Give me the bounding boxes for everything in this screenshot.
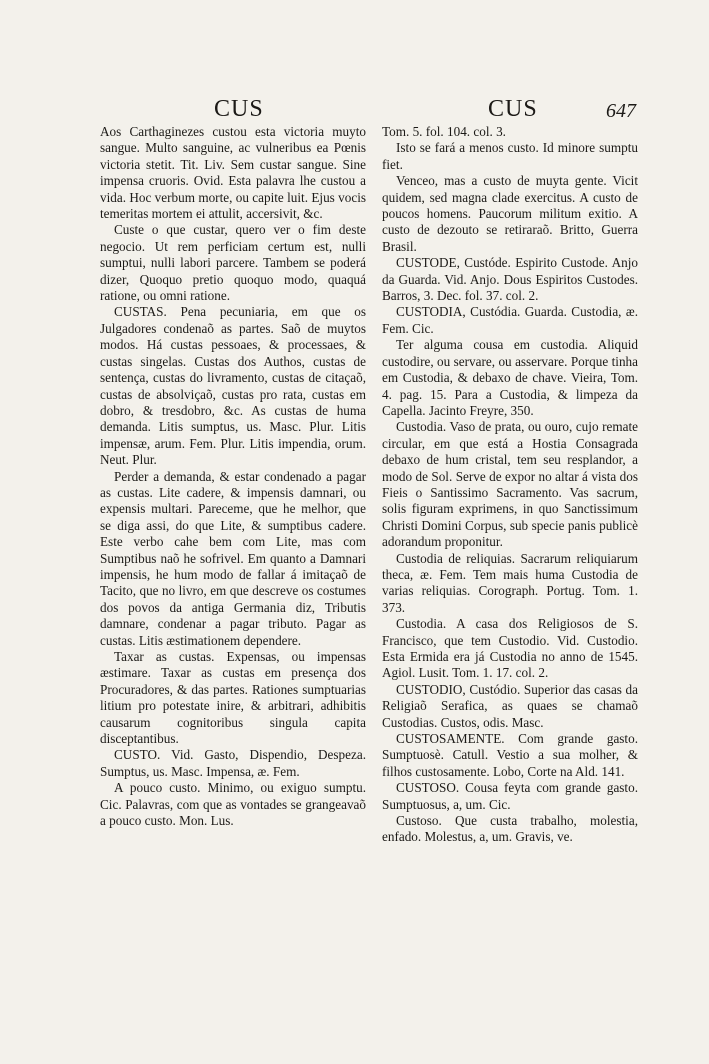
entry-paragraph: Custe o que custar, quero ver o fim deste negocio. Ut rem perficiam certum est, nulli sumptui, nulli labori parcere. Tambem se poderá dizer, Quoquo pretio quoquo modo, quaquá ratione, ou omni ratione. (100, 222, 366, 304)
entry-paragraph: CUSTOSAMENTE. Com grande gasto. Sumptuosè. Catull. Vestio a sua molher, & filhos custosamente. Lobo, Corte na Ald. 141. (382, 731, 638, 779)
entry-paragraph: Perder a demanda, & estar condenado a pagar as custas. Lite cadere, & impensis damnari, ou expensis multari. Pareceme, que he melhor, que se diga assi, do que Lite, & sumptibus cadere. Este verbo cahe bem com Lite, mas com Sumptibus naõ he sofrivel. Em quanto a Damnari impensis, he hum modo de fallar á imitaçaõ de Tacito, que no livro, em que descreve os costumes dos povos da antiga Germania diz, Tributis damnare, condenar a pagar tributo. Pagar as custas. Litis æstimationem dependere. (100, 468, 366, 648)
entry-paragraph: Custodia. Vaso de prata, ou ouro, cujo remate circular, em que está a Hostia Consagrada debaxo de hum cristal, tem seu resplandor, a modo de Sol. Serve de expor no altar á vista dos Fieis o Santissimo Sacramento. Vas sacrum, solis figuram exprimens, in quo Sanctissimum Christi Domini Corpus, sub specie panis publicè adorandum proponitur. (382, 419, 638, 550)
running-head-right: CUS (488, 96, 538, 122)
entry-paragraph: Taxar as custas. Expensas, ou impensas æstimare. Taxar as custas em presença dos Procuradores, & das partes. Rationes sumptuarias litium pro potestate inire, & arbitrari, adhibitis causarum cognitoribus singula capita disceptantibus. (100, 649, 366, 747)
entry-paragraph: Custodia de reliquias. Sacrarum reliquiarum theca, æ. Fem. Tem mais huma Custodia de varias reliquias. Corograph. Portug. Tom. 1. 373. (382, 550, 638, 615)
entry-paragraph: Isto se fará a menos custo. Id minore sumptu fiet. (382, 140, 638, 172)
entry-paragraph: CUSTODIO, Custódio. Superior das casas da Religiaõ Serafica, as quaes se chamaõ Custodias. Custos, odis. Masc. (382, 681, 638, 730)
entry-paragraph: CUSTODE, Custóde. Espirito Custode. Anjo da Guarda. Vid. Anjo. Dous Espiritos Custodes. Barros, 3. Dec. fol. 37. col. 2. (382, 255, 638, 304)
page-number: 647 (606, 100, 636, 122)
entry-paragraph: Tom. 5. fol. 104. col. 3. (382, 124, 506, 139)
entry-paragraph: Venceo, mas a custo de muyta gente. Vicit quidem, sed magna clade exercitus. A custo de poucos homens. Paucorum militum exitio. A custo de dezouto se retiraraõ. Britto, Guerra Brasil. (382, 173, 638, 254)
left-column (100, 124, 366, 829)
entry-paragraph: CUSTODIA, Custódia. Guarda. Custodia, æ. Fem. Cic. (382, 304, 638, 336)
entry-paragraph: CUSTO. Vid. Gasto, Dispendio, Despeza. Sumptus, us. Masc. Impensa, æ. Fem. (100, 747, 366, 779)
running-head-left: CUS (214, 96, 264, 122)
page-header (0, 96, 709, 126)
entry-paragraph: A pouco custo. Minimo, ou exiguo sumptu. Cic. Palavras, com que as vontades se grangeavaõ a pouco custo. Mon. Lus. (100, 780, 366, 829)
entry-paragraph: Ter alguma cousa em custodia. Aliquid custodire, ou servare, ou asservare. Porque tinha em Custodia, & debaxo de chave. Vieira, Tom. 4. pag. 15. Para a Custodia, & limpeza da Capella. Jacinto Freyre, 350. (382, 337, 638, 418)
entry-paragraph: CUSTAS. Pena pecuniaria, em que os Julgadores condenaõ as partes. Saõ de muytos modos. Há custas pessoaes, & processaes, & custas singelas. Custas dos Authos, custas de sentença, custas do livramento, custas de citaçaõ, custas de absolviçaõ, custas pro rata, custas em dobro, & tresdobro, &c. As custas de huma demanda. Litis sumptus, us. Masc. Plur. Litis impensæ, arum. Fem. Plur. Litis impendia, orum. Neut. Plur. (100, 304, 366, 468)
entry-paragraph: Custodia. A casa dos Religiosos de S. Francisco, que tem Custodio. Vid. Custodio. Esta Ermida era já Custodia no anno de 1545. Agiol. Lusit. Tom. 1. 17. col. 2. (382, 616, 638, 681)
entry-paragraph: CUSTOSO. Cousa feyta com grande gasto. Sumptuosus, a, um. Cic. (382, 780, 638, 812)
entry-paragraph: Custoso. Que custa trabalho, molestia, enfado. Molestus, a, um. Gravis, ve. (382, 813, 638, 845)
right-column (382, 124, 638, 846)
entry-paragraph: Aos Carthaginezes custou esta victoria muyto sangue. Multo sanguine, ac vulneribus ea Pœnis victoria stetit. Tit. Liv. Sem custar sangue. Sine impensa cruoris. Ovid. Esta palavra lhe custou a vida. Hoc verbum morte, ou capite luit. Ejus vocis temeritas mortem ei attulit, accersivit, &c. (100, 124, 366, 222)
